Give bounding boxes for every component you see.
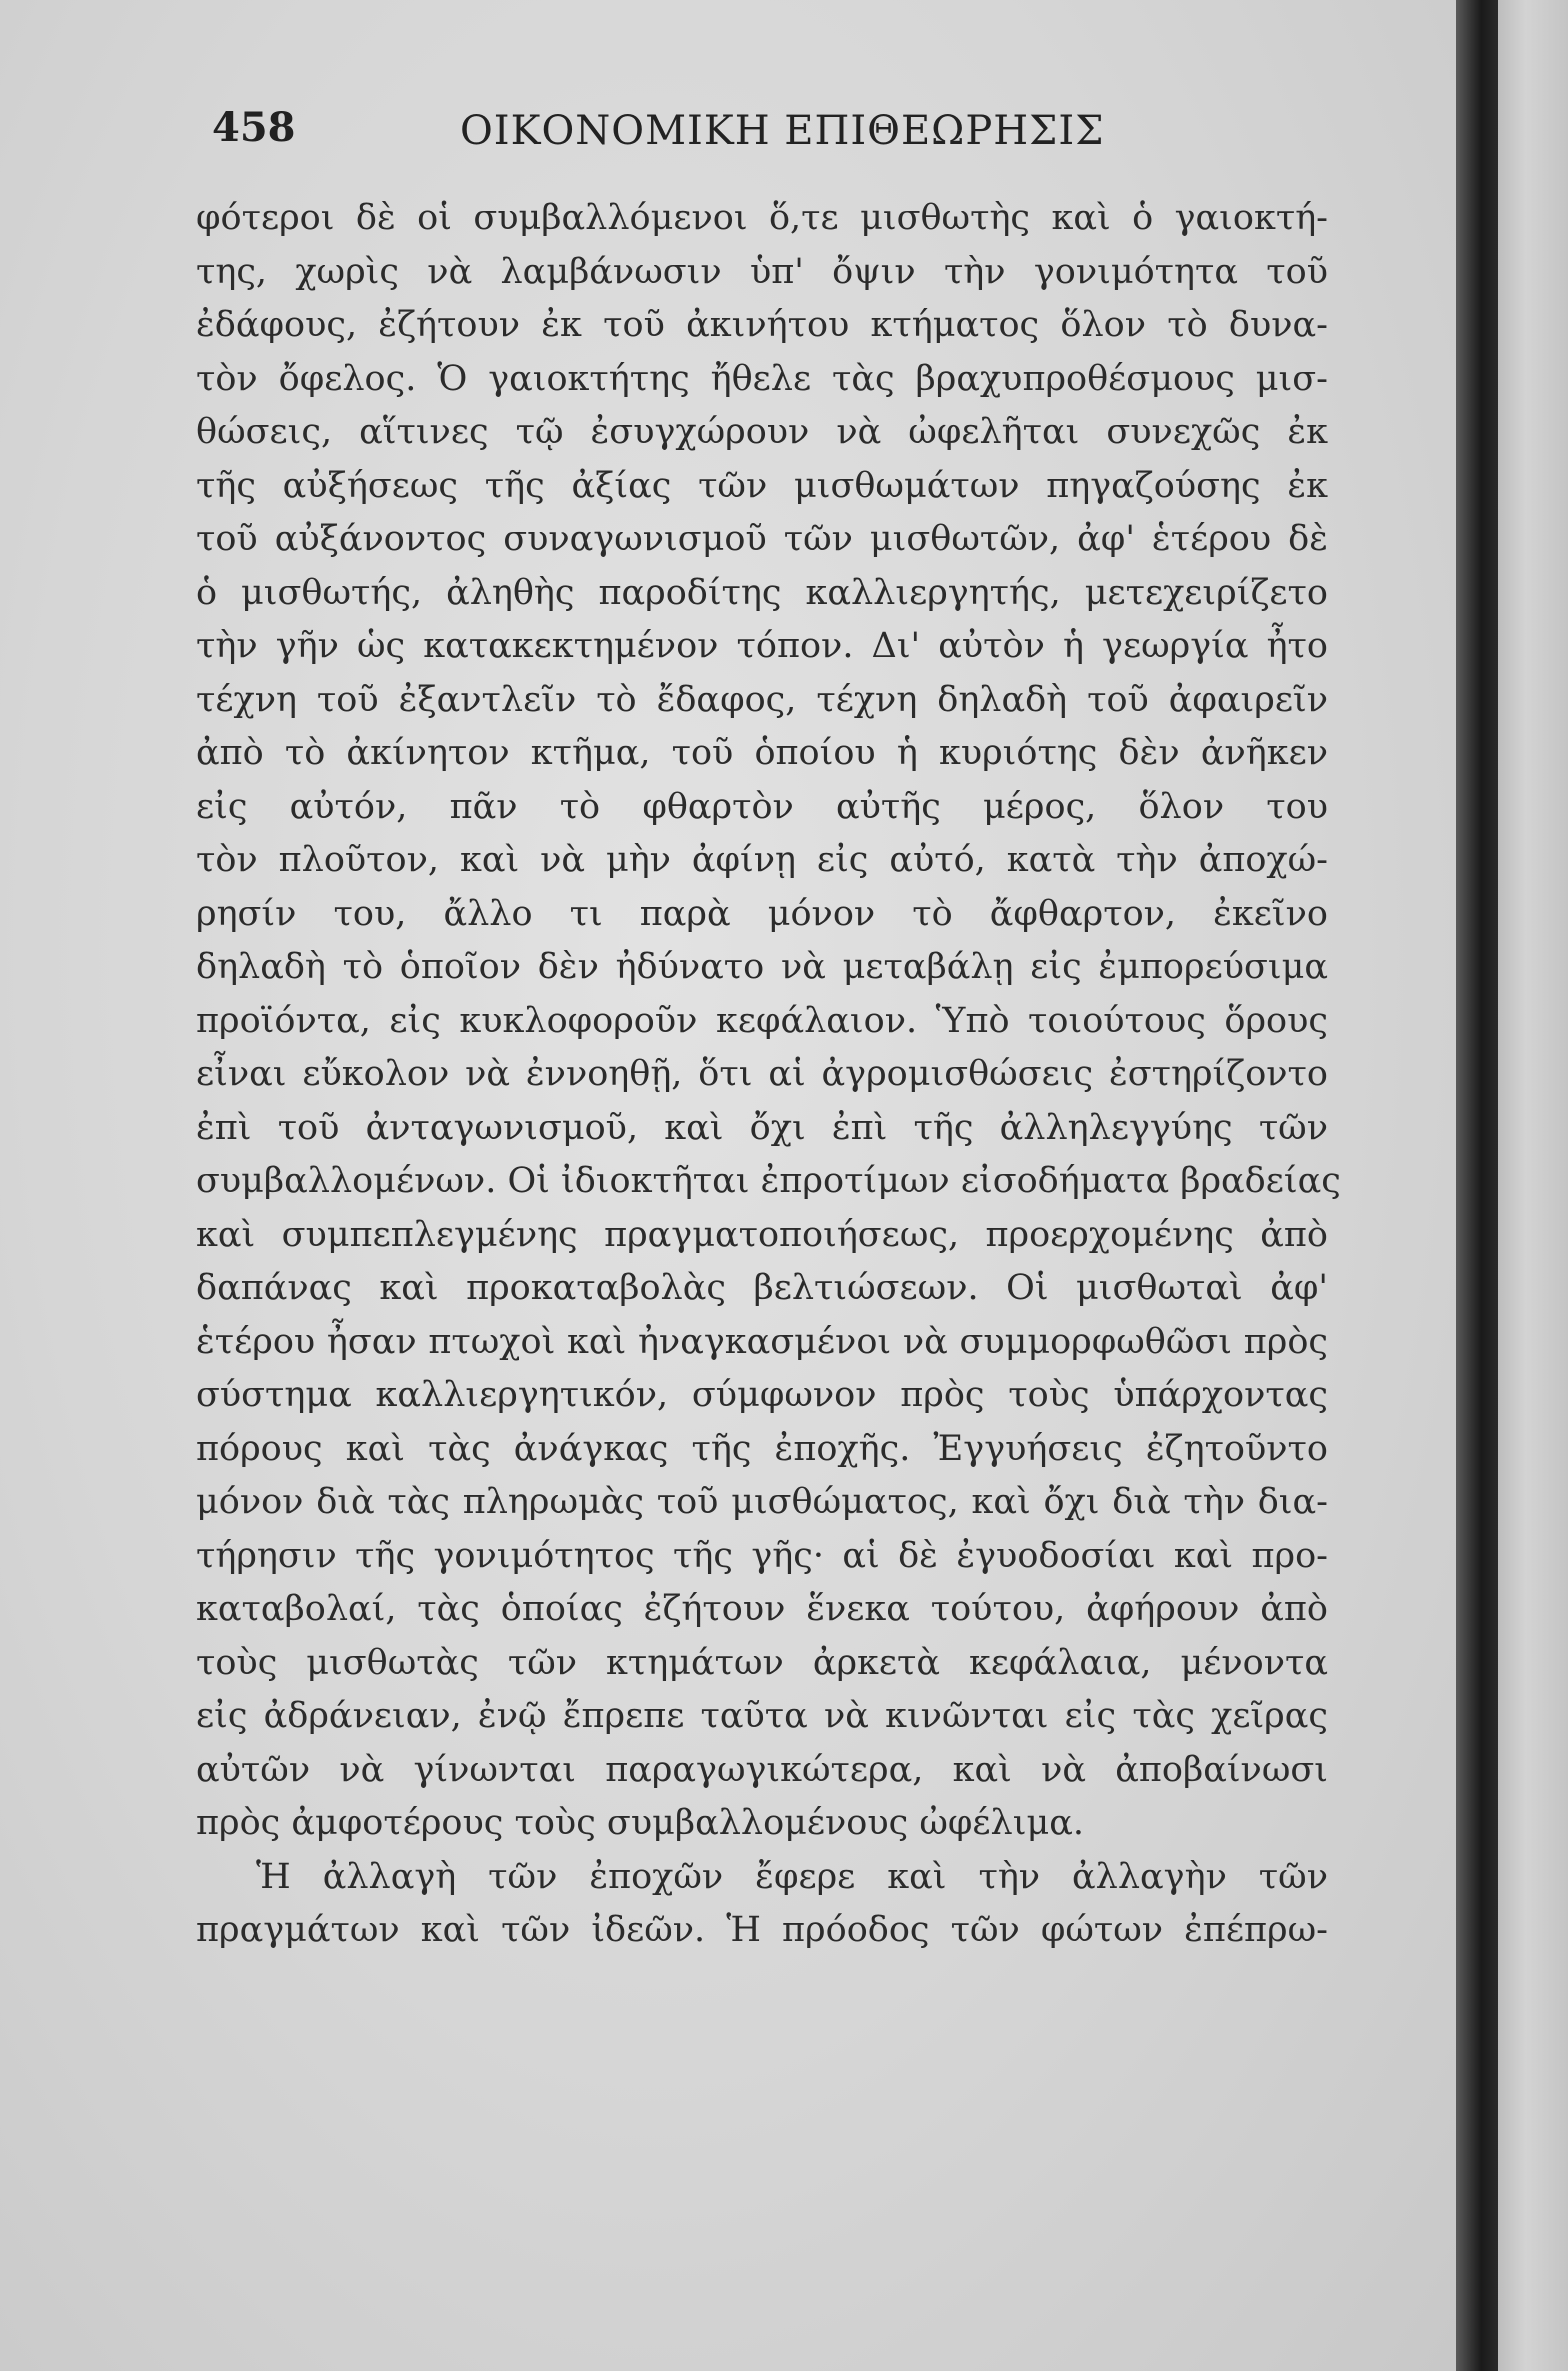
text-line: ἀπὸ τὸ ἀκίνητον κτῆμα, τοῦ ὁποίου ἡ κυριότης δὲν ἀνῆκεν — [196, 733, 1328, 773]
text-line: θώσεις, αἵτινες τῷ ἐσυγχώρουν νὰ ὠφελῆται συνεχῶς ἐκ — [196, 412, 1328, 452]
text-line: ὁ μισθωτής, ἀληθὴς παροδίτης καλλιεργητής, μετεχειρίζετο — [196, 572, 1328, 613]
text-line: εἰς ἀδράνειαν, ἐνῷ ἔπρεπε ταῦτα νὰ κινῶνται εἰς τὰς χεῖρας — [196, 1696, 1328, 1736]
text-line: τοῦ αὐξάνοντος συναγωνισμοῦ τῶν μισθωτῶν, ἀφ' ἑτέρου δὲ — [196, 519, 1328, 559]
text-line: Ἡ ἀλλαγὴ τῶν ἐποχῶν ἔφερε καὶ τὴν ἀλλαγὴν τῶν — [256, 1856, 1328, 1897]
text-line: τῆς αὐξήσεως τῆς ἀξίας τῶν μισθωμάτων πηγαζούσης ἐκ — [196, 465, 1328, 506]
book-gutter — [1456, 0, 1498, 2371]
text-line: τέχνη τοῦ ἐξαντλεῖν τὸ ἔδαφος, τέχνη δηλαδὴ τοῦ ἀφαιρεῖν — [196, 679, 1328, 720]
text-line: ἐδάφους, ἐζήτουν ἐκ τοῦ ἀκινήτου κτήματος ὅλον τὸ δυνα- — [196, 305, 1328, 345]
page-header — [212, 100, 1342, 170]
page-number: 458 — [212, 104, 296, 151]
text-line: ἐπὶ τοῦ ἀνταγωνισμοῦ, καὶ ὄχι ἐπὶ τῆς ἀλληλεγγύης τῶν — [196, 1107, 1328, 1148]
text-line: δαπάνας καὶ προκαταβολὰς βελτιώσεων. Οἱ μισθωταὶ ἀφ' — [196, 1268, 1328, 1308]
text-line: τὴν γῆν ὡς κατακεκτημένον τόπον. Δι' αὐτὸν ἡ γεωργία ἦτο — [196, 626, 1328, 666]
text-line: μόνον διὰ τὰς πληρωμὰς τοῦ μισθώματος, καὶ ὄχι διὰ τὴν δια- — [196, 1482, 1328, 1522]
text-line: συμβαλλομένων. Οἱ ἰδιοκτῆται ἐπροτίμων εἰσοδήματα βραδείας — [196, 1161, 1341, 1201]
text-line: ρησίν του, ἄλλο τι παρὰ μόνον τὸ ἄφθαρτον, ἐκεῖνο — [196, 893, 1328, 934]
text-line: προϊόντα, εἰς κυκλοφοροῦν κεφάλαιον. Ὑπὸ τοιούτους ὅρους — [196, 1000, 1328, 1041]
text-line: τήρησιν τῆς γονιμότητος τῆς γῆς· αἱ δὲ ἐγυοδοσίαι καὶ προ- — [196, 1535, 1328, 1576]
text-line: καταβολαί, τὰς ὁποίας ἐζήτουν ἕνεκα τούτου, ἀφήρουν ἀπὸ — [196, 1589, 1328, 1629]
page-edge — [1498, 0, 1568, 2371]
text-line: πόρους καὶ τὰς ἀνάγκας τῆς ἐποχῆς. Ἐγγυήσεις ἐζητοῦντο — [196, 1428, 1328, 1469]
text-line: ἑτέρου ἦσαν πτωχοὶ καὶ ἠναγκασμένοι νὰ συμμορφωθῶσι πρὸς — [196, 1321, 1328, 1362]
text-line: σύστημα καλλιεργητικόν, σύμφωνον πρὸς τοὺς ὑπάρχοντας — [196, 1375, 1328, 1415]
text-line: δηλαδὴ τὸ ὁποῖον δὲν ἠδύνατο νὰ μεταβάλῃ εἰς ἐμπορεύσιμα — [196, 947, 1328, 987]
text-line: τὸν πλοῦτον, καὶ νὰ μὴν ἀφίνῃ εἰς αὐτό, κατὰ τὴν ἀποχώ- — [196, 840, 1328, 880]
text-line: καὶ συμπεπλεγμένης πραγματοποιήσεως, προερχομένης ἀπὸ — [196, 1214, 1328, 1255]
text-line: τοὺς μισθωτὰς τῶν κτημάτων ἀρκετὰ κεφάλαια, μένοντα — [196, 1642, 1328, 1683]
text-line: πρὸς ἀμφοτέρους τοὺς συμβαλλομένους ὠφέλιμα. — [196, 1803, 1084, 1843]
body-text — [196, 192, 1341, 1958]
text-line: τὸν ὄφελος. Ὁ γαιοκτήτης ἤθελε τὰς βραχυπροθέσμους μισ- — [196, 358, 1328, 399]
text-line: εἰς αὐτόν, πᾶν τὸ φθαρτὸν αὐτῆς μέρος, ὅλον του — [196, 786, 1328, 827]
text-line: της, χωρὶς νὰ λαμβάνωσιν ὑπ' ὄψιν τὴν γονιμότητα τοῦ — [196, 251, 1328, 292]
running-title: ΟΙΚΟΝΟΜΙΚΗ ΕΠΙΘΕΩΡΗΣΙΣ — [460, 108, 1105, 154]
text-line: φότεροι δὲ οἱ συμβαλλόμενοι ὅ,τε μισθωτὴς καὶ ὁ γαιοκτή- — [196, 198, 1328, 238]
text-line: αὐτῶν νὰ γίνωνται παραγωγικώτερα, καὶ νὰ ἀποβαίνωσι — [196, 1749, 1328, 1790]
text-line: εἶναι εὔκολον νὰ ἐννοηθῇ, ὅτι αἱ ἀγρομισθώσεις ἐστηρίζοντο — [196, 1054, 1328, 1094]
text-line: πραγμάτων καὶ τῶν ἰδεῶν. Ἡ πρόοδος τῶν φώτων ἐπέπρω- — [196, 1910, 1328, 1950]
